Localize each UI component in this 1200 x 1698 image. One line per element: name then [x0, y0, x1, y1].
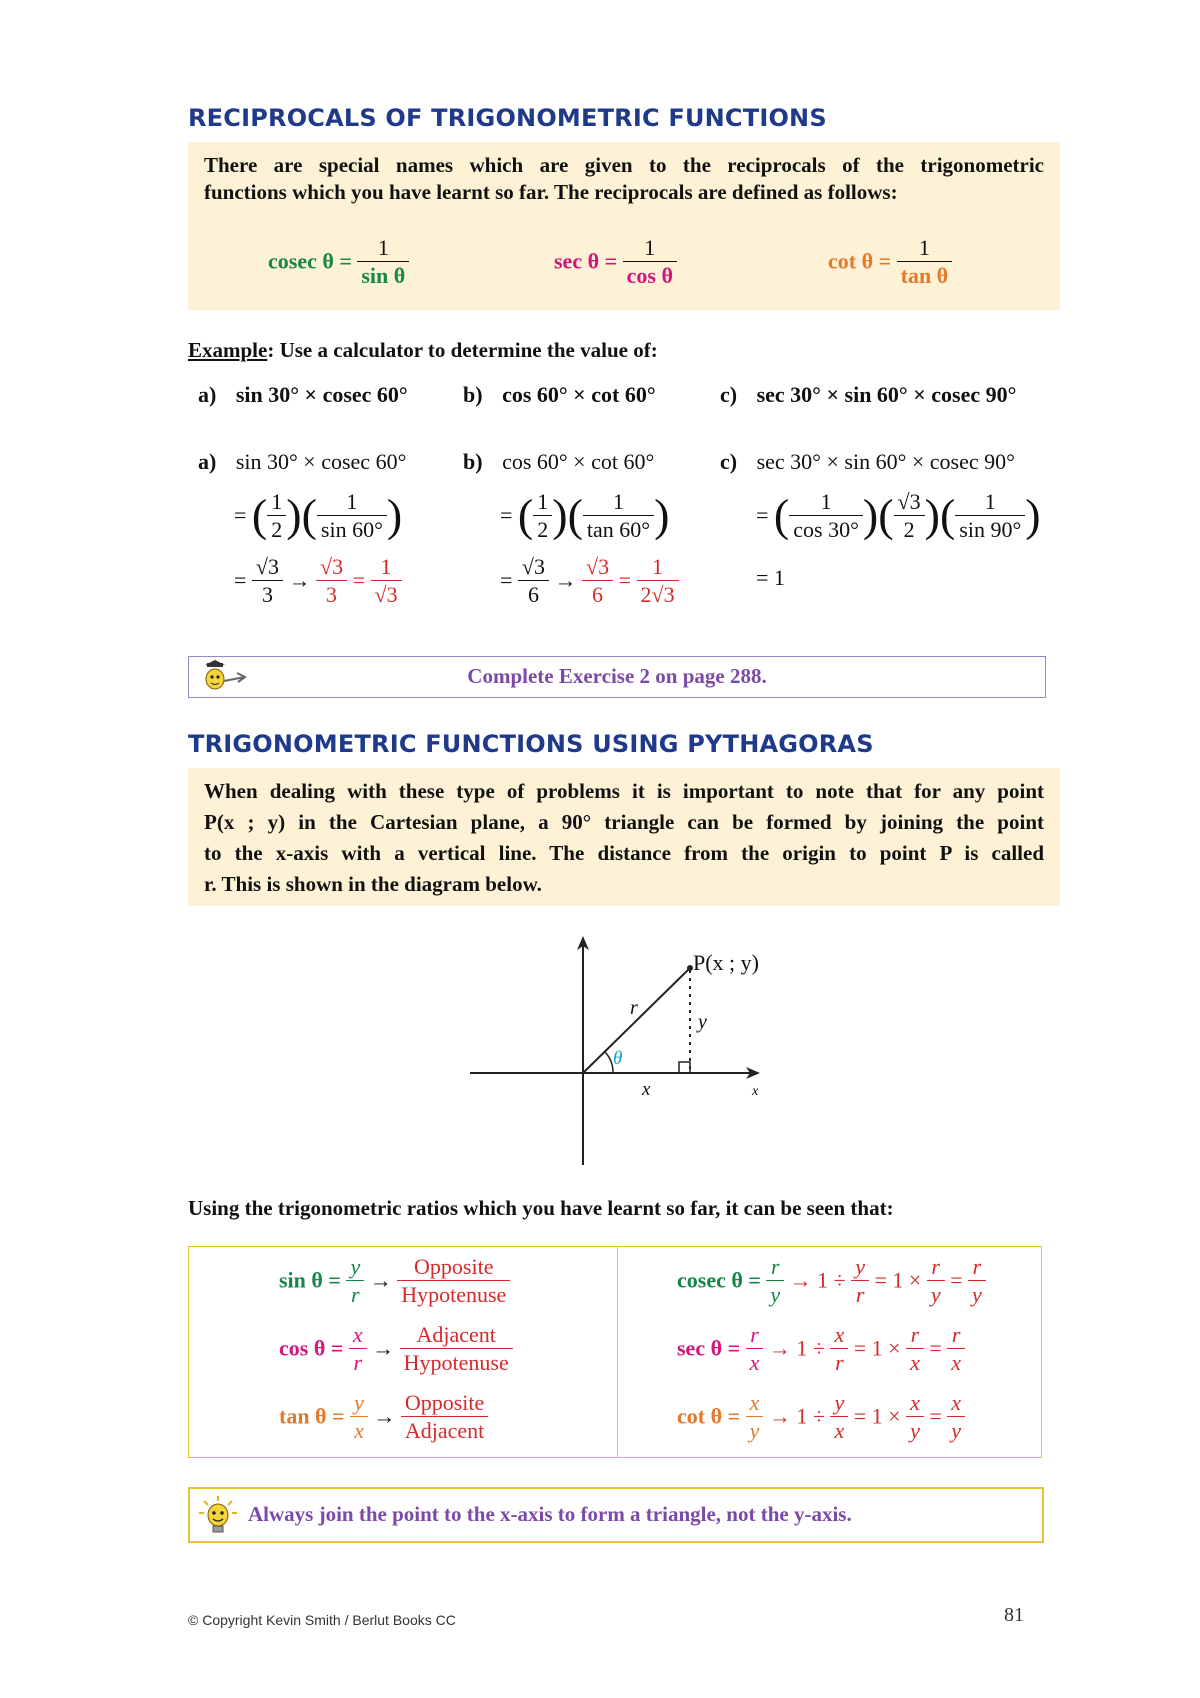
frac-den: tan 60° — [586, 517, 651, 542]
frac-num: 1 — [371, 553, 402, 581]
section-heading-reciprocals: RECIPROCALS OF TRIGONOMETRIC FUNCTIONS — [188, 104, 827, 132]
paren: ) — [552, 489, 568, 541]
fraction — [789, 488, 863, 543]
frac-den: x — [951, 1350, 962, 1375]
ratio-row — [677, 1389, 986, 1457]
frac-den: r — [855, 1282, 865, 1307]
ratio-fraction — [927, 1253, 945, 1308]
equals: = — [352, 567, 365, 593]
paren: ) — [862, 489, 879, 541]
solution-expr: sin 30° × cosec 60° — [235, 449, 407, 474]
solution-letter: c) — [720, 449, 738, 474]
frac-num: √3 — [894, 488, 925, 516]
frac-den: r — [351, 1282, 360, 1307]
frac-den: sin 60° — [320, 517, 383, 542]
ratios-table — [188, 1246, 1042, 1458]
exercise-note-box — [188, 656, 1046, 698]
paren: ( — [878, 489, 894, 541]
def-den: cos θ — [626, 263, 673, 288]
ratios-right-column — [677, 1253, 986, 1457]
ratio-lhs: cos θ = — [279, 1335, 344, 1361]
frac-num: r — [746, 1321, 764, 1349]
frac-num: y — [350, 1389, 368, 1417]
ratio-fraction — [746, 1321, 764, 1376]
solution-letter: b) — [463, 449, 483, 474]
ratio-fraction — [766, 1253, 784, 1308]
ratio-row — [279, 1321, 513, 1389]
ratio-fraction — [830, 1389, 848, 1444]
r-label: r — [630, 997, 638, 1019]
question-letter: c) — [720, 382, 738, 407]
y-label: y — [698, 1011, 707, 1033]
ratio-operator: → 1 ÷ — [768, 1403, 825, 1429]
ratio-operator: = 1 × — [853, 1403, 901, 1429]
tip-text: Always join the point to the x-axis to form a triangle, not the y-axis. — [248, 1502, 852, 1526]
frac-den: 3 — [326, 582, 338, 607]
frac-num: 1 — [789, 488, 863, 516]
frac-den: Hypotenuse — [403, 1350, 509, 1375]
ratio-fraction — [350, 1389, 368, 1444]
frac-num: √3 — [582, 553, 613, 581]
frac-num: 1 — [533, 488, 552, 516]
intro-line: When dealing with these type of problems it is important to note that for any point — [204, 779, 1044, 803]
fraction — [317, 488, 387, 543]
paren: ( — [301, 489, 317, 541]
frac-den: x — [354, 1418, 364, 1443]
right-angle-marker — [679, 1062, 690, 1073]
ratio-operator: → 1 ÷ — [789, 1267, 846, 1293]
ratio-row — [279, 1389, 513, 1457]
tip-box — [188, 1487, 1044, 1543]
def-num: 1 — [623, 234, 677, 262]
def-fraction — [357, 234, 409, 289]
word-fraction — [400, 1321, 513, 1376]
angle-arc — [605, 1052, 613, 1073]
equals: = — [500, 502, 513, 528]
fraction — [533, 488, 552, 543]
question-c — [720, 382, 1016, 408]
point-p-label: P(x ; y) — [693, 950, 759, 975]
solution-letter: a) — [198, 449, 217, 474]
frac-num: y — [346, 1253, 364, 1281]
equals: = — [618, 567, 631, 593]
ratio-operator: = 1 × — [853, 1335, 901, 1361]
frac-num: x — [906, 1389, 924, 1417]
ratio-operator: = — [950, 1267, 963, 1293]
fraction — [316, 553, 347, 608]
frac-den: r — [353, 1350, 363, 1375]
paren: ( — [939, 489, 956, 541]
frac-num: 1 — [583, 488, 654, 516]
frac-den: x — [910, 1350, 920, 1375]
ratio-operator: → 1 ÷ — [768, 1335, 825, 1361]
question-letter: b) — [463, 382, 483, 407]
frac-num: r — [968, 1253, 986, 1281]
ratio-lhs: cot θ = — [677, 1403, 741, 1429]
copyright: © Copyright Kevin Smith / Berlut Books CC — [188, 1612, 456, 1628]
intro-line: P(x ; y) in the Cartesian plane, a 90° triangle can be formed by joining the point — [204, 810, 1044, 834]
frac-den: y — [930, 1282, 941, 1307]
def-sec — [554, 234, 677, 289]
frac-den: 6 — [527, 582, 539, 607]
paren: ) — [924, 489, 940, 541]
ratio-fraction — [968, 1253, 986, 1308]
def-cosec — [268, 234, 409, 289]
frac-num: Opposite — [397, 1253, 510, 1281]
equals: = — [500, 567, 513, 593]
fraction — [582, 553, 613, 608]
ratio-fraction — [947, 1321, 965, 1376]
solution-b-expr — [463, 449, 654, 475]
paren: ) — [1025, 489, 1041, 541]
ratio-operator: = 1 × — [874, 1267, 922, 1293]
equals: = — [234, 567, 247, 593]
def-cot — [828, 234, 952, 289]
ratios-intro: Using the trigonometric ratios which you have learnt so far, it can be seen that: — [188, 1196, 894, 1220]
question-expr: cos 60° × cot 60° — [502, 382, 656, 407]
frac-den: sin 90° — [959, 517, 1022, 542]
frac-den: 3 — [261, 582, 273, 607]
fraction — [267, 488, 286, 543]
fraction — [637, 553, 679, 608]
frac-num: r — [906, 1321, 924, 1349]
equals: = — [234, 502, 247, 528]
intro-line: functions which you have learnt so far. The reciprocals are defined as follows: — [204, 180, 898, 204]
frac-num: √3 — [316, 553, 347, 581]
pythagoras-info-box — [188, 768, 1060, 906]
intro-line: There are special names which are given to the reciprocals of the trigonometric — [204, 153, 1044, 177]
question-b — [463, 382, 656, 408]
fraction — [894, 488, 925, 543]
paren: ) — [286, 489, 302, 541]
ratio-fraction — [349, 1321, 367, 1376]
frac-num: r — [947, 1321, 965, 1349]
cartesian-diagram — [460, 930, 790, 1170]
def-num: 1 — [897, 234, 953, 262]
frac-den: 6 — [592, 582, 604, 607]
fraction — [252, 553, 283, 608]
frac-num: y — [851, 1253, 869, 1281]
ratio-fraction — [906, 1321, 924, 1376]
frac-den: x — [834, 1418, 845, 1443]
frac-num: x — [746, 1389, 764, 1417]
example-label: Example — [188, 338, 268, 362]
frac-num: y — [830, 1389, 848, 1417]
frac-num: r — [927, 1253, 945, 1281]
frac-den: 2√3 — [640, 582, 675, 607]
ratio-fraction — [746, 1389, 764, 1444]
ratio-fraction — [906, 1389, 924, 1444]
ratio-fraction — [830, 1321, 848, 1376]
solution-b-step1 — [500, 488, 669, 543]
frac-den: x — [749, 1350, 760, 1375]
solution-c-expr — [720, 449, 1015, 475]
def-fraction — [897, 234, 953, 289]
question-expr: sin 30° × cosec 60° — [235, 382, 408, 407]
solution-a-step1 — [234, 488, 402, 543]
frac-den: Adjacent — [404, 1418, 485, 1443]
question-letter: a) — [198, 382, 217, 407]
frac-den: Hypotenuse — [401, 1282, 507, 1307]
word-fraction — [397, 1253, 510, 1308]
question-a — [198, 382, 408, 408]
ratio-lhs: tan θ = — [279, 1403, 345, 1429]
frac-den: y — [972, 1282, 982, 1307]
frac-num: x — [947, 1389, 965, 1417]
lightbulb-mascot-icon — [198, 1495, 238, 1535]
paren: ) — [386, 489, 403, 541]
reciprocals-intro — [204, 152, 1044, 206]
theta-label: θ — [613, 1048, 623, 1069]
ratio-lhs: sin θ = — [279, 1267, 341, 1293]
paren: ( — [773, 489, 790, 541]
word-fraction — [401, 1389, 488, 1444]
frac-num: x — [830, 1321, 848, 1349]
frac-num: √3 — [252, 553, 283, 581]
solution-a-expr — [198, 449, 406, 475]
paren: ) — [654, 489, 670, 541]
solution-c-result: = 1 — [756, 565, 785, 590]
ratio-lhs: sec θ = — [677, 1335, 741, 1361]
equals: = — [756, 502, 769, 528]
ratio-row — [677, 1253, 986, 1321]
ratio-operator: = — [929, 1335, 942, 1361]
arrow: → — [369, 1267, 392, 1293]
question-expr: sec 30° × sin 60° × cosec 90° — [756, 382, 1017, 407]
arrow: → — [288, 567, 311, 593]
arrow: → — [372, 1335, 395, 1361]
frac-den: √3 — [374, 582, 398, 607]
frac-num: 1 — [637, 553, 679, 581]
arrow: → — [373, 1403, 396, 1429]
intro-line: r. This is shown in the diagram below. — [204, 872, 542, 896]
frac-num: √3 — [518, 553, 549, 581]
frac-den: r — [835, 1350, 844, 1375]
frac-den: 2 — [271, 517, 283, 542]
ratio-fraction — [346, 1253, 364, 1308]
frac-num: Adjacent — [400, 1321, 513, 1349]
ratio-fraction — [851, 1253, 869, 1308]
solution-expr: cos 60° × cot 60° — [502, 449, 655, 474]
fraction — [518, 553, 549, 608]
def-den: tan θ — [900, 263, 949, 288]
fraction — [371, 553, 402, 608]
x-axis-label: x — [752, 1084, 759, 1099]
ratios-divider — [617, 1247, 618, 1457]
frac-num: x — [349, 1321, 367, 1349]
ratio-lhs: cosec θ = — [677, 1267, 761, 1293]
frac-den: cos 30° — [793, 517, 859, 542]
def-den: sin θ — [361, 263, 406, 288]
exercise-note: Complete Exercise 2 on page 288. — [467, 664, 767, 688]
frac-num: Opposite — [401, 1389, 488, 1417]
frac-num: 1 — [955, 488, 1025, 516]
frac-den: y — [951, 1418, 962, 1443]
def-lhs: sec θ = — [554, 248, 618, 274]
page-number: 81 — [1004, 1604, 1024, 1626]
fraction — [955, 488, 1025, 543]
frac-num: 1 — [317, 488, 387, 516]
x-label: x — [642, 1079, 651, 1100]
frac-num: r — [766, 1253, 784, 1281]
ratios-left-column — [279, 1253, 513, 1457]
reciprocals-info-box — [188, 142, 1060, 310]
frac-den: y — [910, 1418, 920, 1443]
fraction — [583, 488, 654, 543]
def-lhs: cosec θ = — [268, 248, 352, 274]
frac-den: 2 — [903, 517, 915, 542]
paren: ( — [567, 489, 583, 541]
example-prompt — [188, 338, 658, 363]
ratio-row — [279, 1253, 513, 1321]
ratio-operator: = — [929, 1403, 942, 1429]
example-prompt-text: : Use a calculator to determine the value of: — [267, 338, 658, 362]
arrow: → — [554, 567, 577, 593]
radius-line — [583, 968, 690, 1073]
frac-den: y — [749, 1418, 760, 1443]
solution-b-step2 — [500, 553, 679, 608]
def-lhs: cot θ = — [828, 248, 892, 274]
def-fraction — [623, 234, 677, 289]
paren: ( — [517, 489, 534, 541]
frac-den: y — [770, 1282, 781, 1307]
intro-line: to the x-axis with a vertical line. The distance from the origin to point P is called — [204, 841, 1044, 865]
ratio-fraction — [947, 1389, 965, 1444]
paren: ( — [251, 489, 268, 541]
ratio-row — [677, 1321, 986, 1389]
def-num: 1 — [357, 234, 409, 262]
pythagoras-intro — [204, 776, 1044, 900]
frac-den: 2 — [537, 517, 549, 542]
frac-num: 1 — [267, 488, 286, 516]
solution-a-step2 — [234, 553, 402, 608]
section-heading-pythagoras: TRIGONOMETRIC FUNCTIONS USING PYTHAGORAS — [188, 730, 874, 758]
solution-expr: sec 30° × sin 60° × cosec 90° — [756, 449, 1015, 474]
solution-c-step1 — [756, 488, 1041, 543]
